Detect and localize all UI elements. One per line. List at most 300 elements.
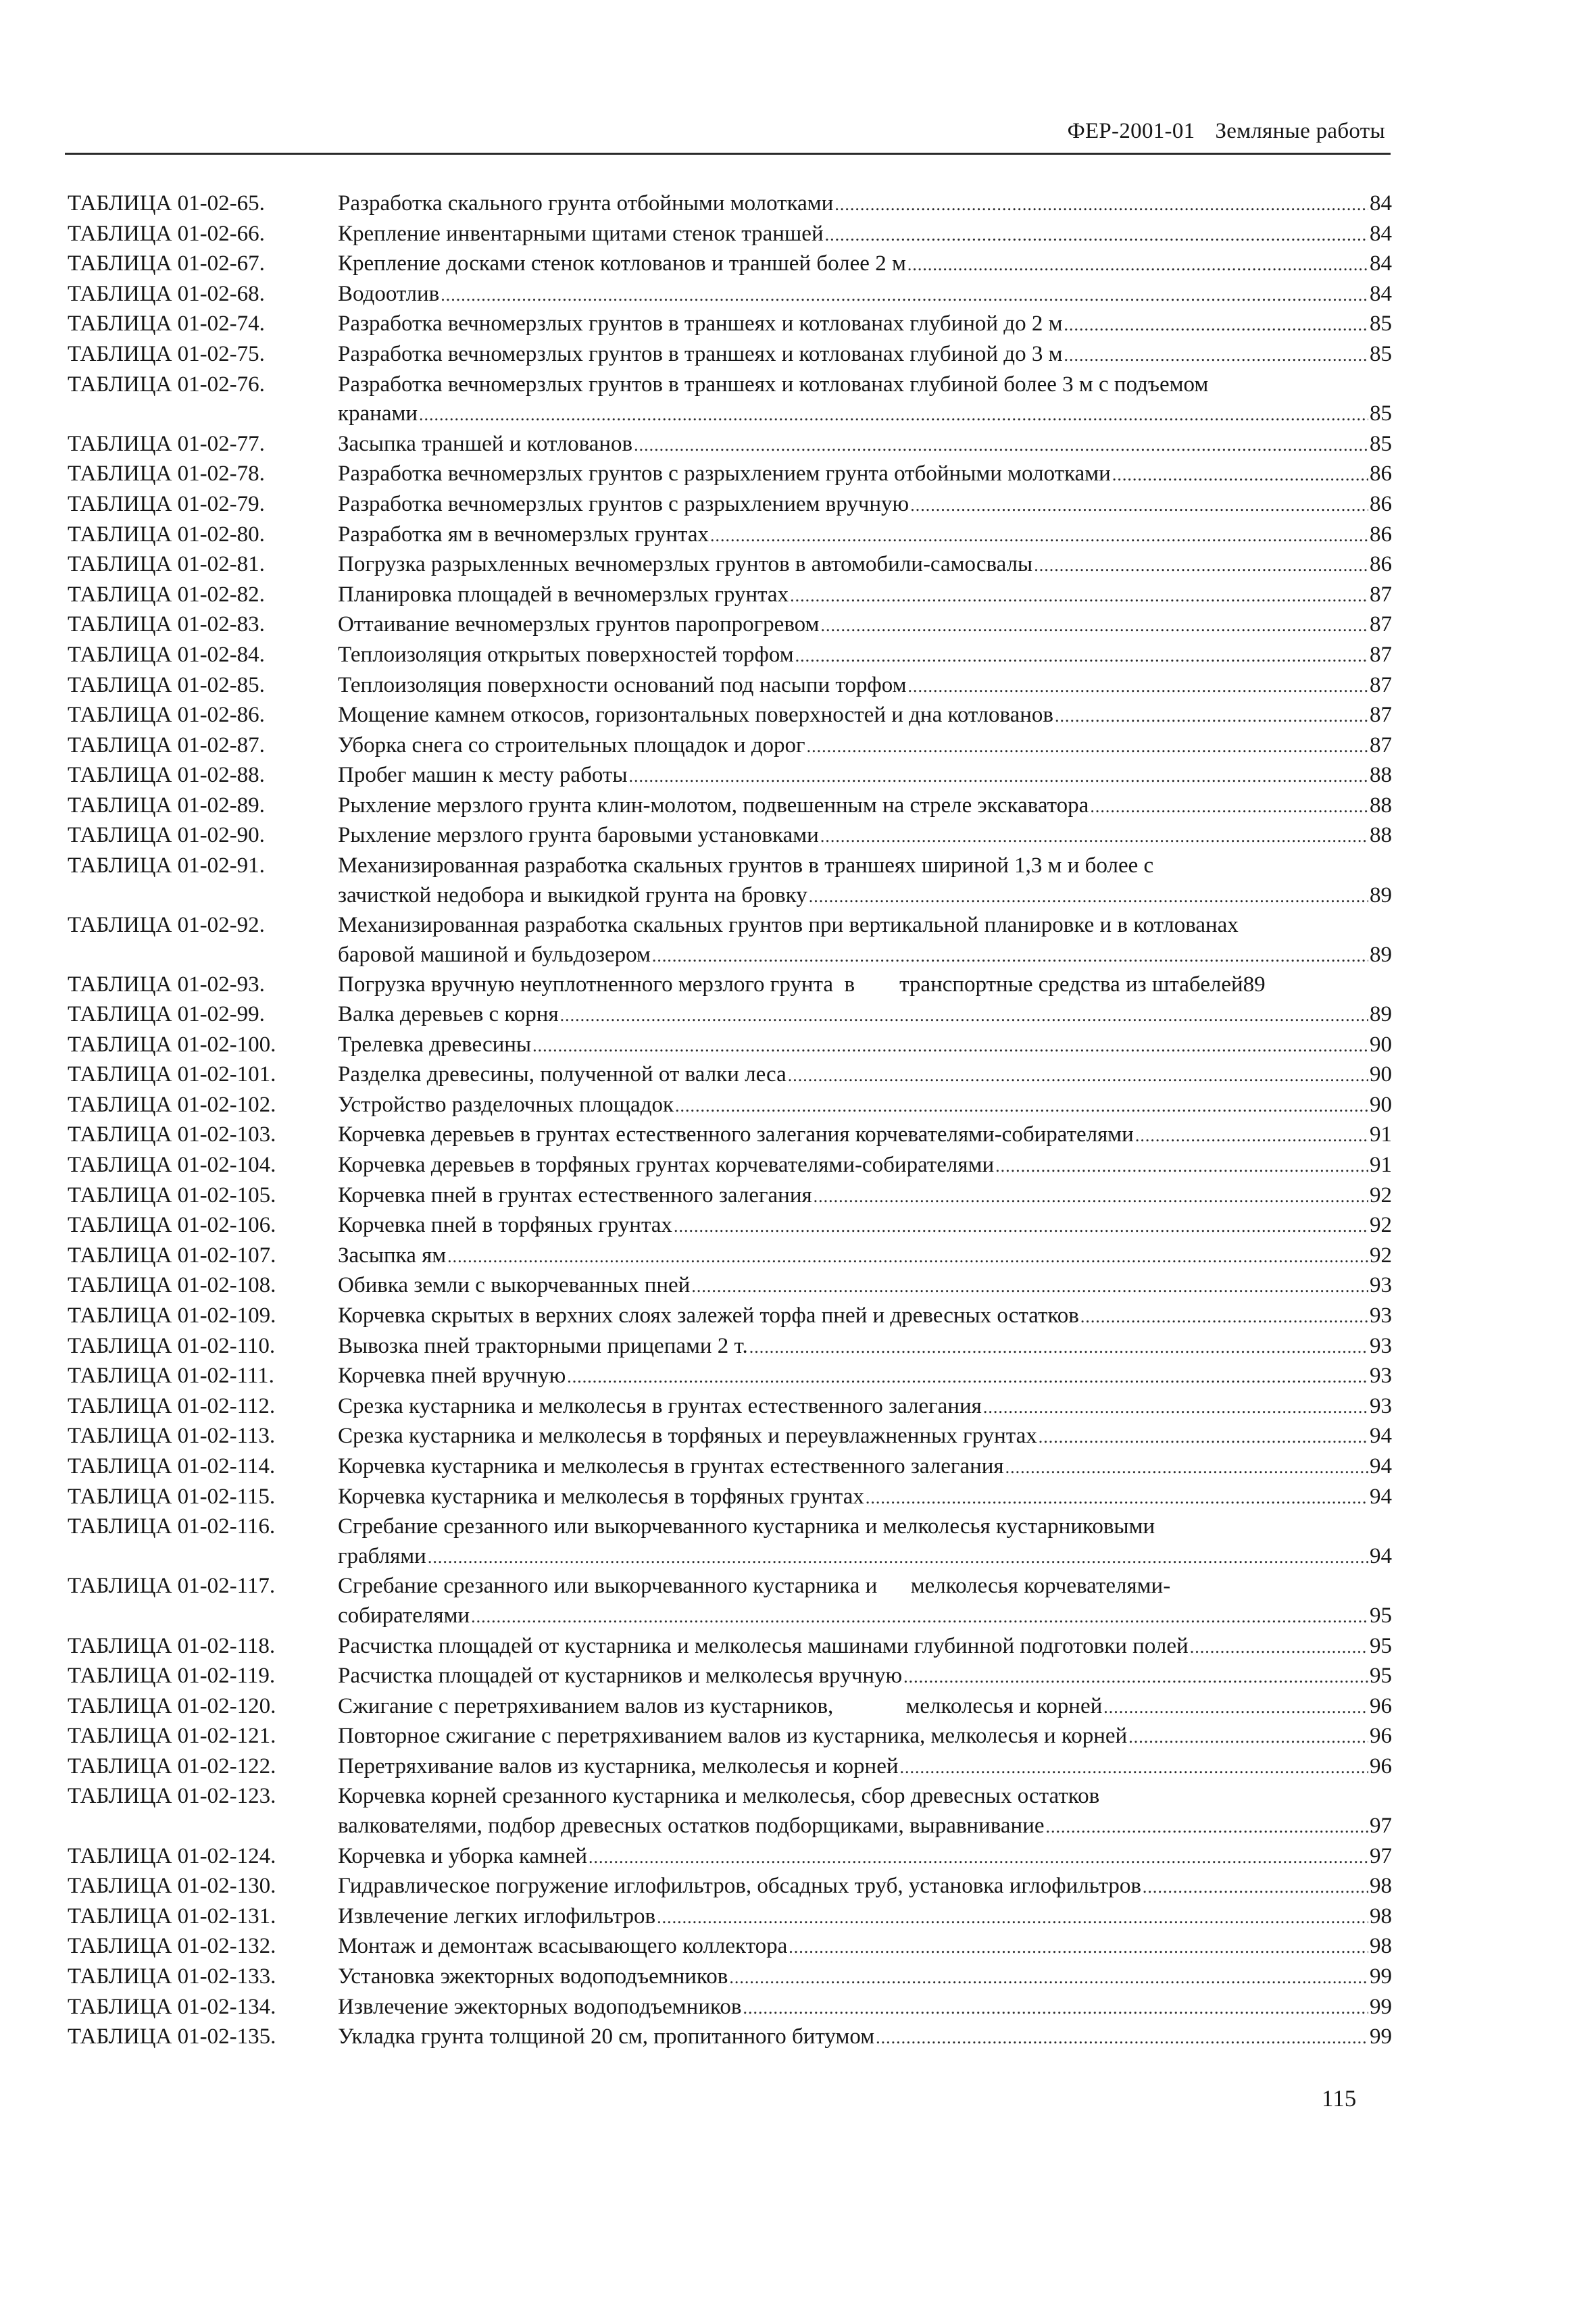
toc-entry-label: ТАБЛИЦА 01-02-120. bbox=[68, 1693, 276, 1718]
dot-leader bbox=[809, 882, 1368, 912]
toc-entry bbox=[68, 520, 1392, 551]
toc-entry-page: 84 bbox=[1370, 191, 1392, 216]
toc-entry-line bbox=[338, 1572, 1392, 1601]
toc-entry-page: 90 bbox=[1370, 1092, 1392, 1117]
dot-leader bbox=[691, 1272, 1368, 1301]
toc-entry-text: Уборка снега со строительных площадок и дорог bbox=[338, 732, 805, 757]
toc-entry-title bbox=[338, 851, 1392, 911]
toc-entry-text: Погрузка разрыхленных вечномерзлых грунтов в автомобили-самосвалы bbox=[338, 552, 1033, 577]
toc-entry-text: Сгребание срезанного или выкорчеванного кустарника и мелколесья корчевателями- bbox=[338, 1574, 1171, 1599]
toc-entry-label: ТАБЛИЦА 01-02-68. bbox=[68, 281, 265, 306]
toc-entry-label: ТАБЛИЦА 01-02-118. bbox=[68, 1633, 276, 1658]
toc-entry-text: Трелевка древесины bbox=[338, 1032, 532, 1057]
toc-entry-label: ТАБЛИЦА 01-02-115. bbox=[68, 1484, 276, 1509]
toc-entry-line bbox=[338, 1091, 1392, 1121]
toc-entry-label: ТАБЛИЦА 01-02-88. bbox=[68, 763, 265, 788]
toc-entry bbox=[68, 459, 1392, 490]
toc-entry-label: ТАБЛИЦА 01-02-130. bbox=[68, 1874, 276, 1899]
toc-entry-text: Мощение камнем откосов, горизонтальных поверхностей и дна котлованов bbox=[338, 703, 1054, 728]
toc-entry-line bbox=[338, 1692, 1392, 1722]
dot-leader bbox=[983, 1393, 1368, 1422]
toc-entry bbox=[68, 1632, 1392, 1662]
toc-entry-title bbox=[338, 249, 1392, 280]
dot-leader bbox=[910, 491, 1368, 520]
toc-entry-page: 92 bbox=[1370, 1243, 1392, 1268]
toc-entry-label: ТАБЛИЦА 01-02-131. bbox=[68, 1903, 276, 1928]
toc-entry-text: Крепление инвентарными щитами стенок траншей bbox=[338, 221, 824, 246]
toc-entry bbox=[68, 1452, 1392, 1483]
toc-entry bbox=[68, 1392, 1392, 1422]
toc-entry-line bbox=[338, 731, 1392, 762]
toc-entry-label: ТАБЛИЦА 01-02-106. bbox=[68, 1213, 276, 1238]
toc-entry-title bbox=[338, 1332, 1392, 1362]
toc-entry-label: ТАБЛИЦА 01-02-114. bbox=[68, 1453, 276, 1478]
toc-entry-page: 92 bbox=[1370, 1183, 1392, 1208]
toc-entry-line bbox=[338, 1030, 1392, 1061]
toc-entry-text: Теплоизоляция открытых поверхностей торфом bbox=[338, 642, 794, 667]
toc-entry bbox=[68, 610, 1392, 641]
toc-entry bbox=[68, 1902, 1392, 1933]
dot-leader bbox=[789, 1933, 1368, 1962]
dot-leader bbox=[629, 762, 1368, 791]
toc-entry-line bbox=[338, 761, 1392, 791]
toc-entry-line bbox=[338, 1662, 1392, 1692]
dot-leader bbox=[1112, 460, 1368, 490]
dot-leader bbox=[1135, 1121, 1368, 1151]
toc-entry-label: ТАБЛИЦА 01-02-89. bbox=[68, 793, 265, 818]
toc-entry bbox=[68, 1241, 1392, 1272]
dot-leader bbox=[866, 1483, 1368, 1513]
toc-entry bbox=[68, 911, 1392, 970]
toc-entry-label: ТАБЛИЦА 01-02-123. bbox=[68, 1784, 276, 1809]
toc-entry-title bbox=[338, 1842, 1392, 1872]
toc-entry-label: ТАБЛИЦА 01-02-85. bbox=[68, 672, 265, 697]
toc-entry bbox=[68, 580, 1392, 611]
toc-entry-title bbox=[338, 1632, 1392, 1662]
toc-entry-text: Устройство разделочных площадок bbox=[338, 1092, 674, 1117]
toc-entry-label: ТАБЛИЦА 01-02-100. bbox=[68, 1032, 276, 1057]
toc-entry-label: ТАБЛИЦА 01-02-103. bbox=[68, 1122, 276, 1147]
toc-entry-title bbox=[338, 1902, 1392, 1933]
toc-entry-text: Погрузка вручную неуплотненного мерзлого грунта в транспортные средства из штабелей bbox=[338, 972, 1243, 997]
toc-entry-text: Теплоизоляция поверхности оснований под насыпи торфом bbox=[338, 672, 907, 697]
dot-leader bbox=[657, 1903, 1368, 1933]
toc-entry-text: Рыхление мерзлого грунта баровыми установками bbox=[338, 823, 819, 848]
toc-entry-page: 95 bbox=[1370, 1633, 1392, 1658]
toc-entry bbox=[68, 430, 1392, 460]
toc-entry-title bbox=[338, 1120, 1392, 1151]
toc-entry-title bbox=[338, 1211, 1392, 1241]
toc-entry-line bbox=[338, 1151, 1392, 1181]
toc-entry-title bbox=[338, 791, 1392, 822]
toc-entry-line bbox=[338, 1601, 1392, 1632]
toc-entry-line bbox=[338, 490, 1392, 520]
toc-entry-text: Разработка вечномерзлых грунтов в траншеях и котлованах глубиной до 2 м bbox=[338, 312, 1063, 337]
toc-entry-label: ТАБЛИЦА 01-02-110. bbox=[68, 1333, 276, 1358]
toc-entry-label: ТАБЛИЦА 01-02-133. bbox=[68, 1964, 276, 1989]
toc-entry-label: ТАБЛИЦА 01-02-132. bbox=[68, 1934, 276, 1959]
dot-leader bbox=[675, 1091, 1368, 1121]
toc-entry-line bbox=[338, 941, 1392, 971]
toc-entry bbox=[68, 1872, 1392, 1902]
toc-entry-page: 97 bbox=[1370, 1843, 1392, 1868]
toc-entry bbox=[68, 1332, 1392, 1362]
toc-entry-page: 88 bbox=[1370, 763, 1392, 788]
dot-leader bbox=[441, 280, 1368, 310]
toc-entry-line bbox=[338, 1782, 1392, 1812]
dot-leader bbox=[1090, 792, 1368, 822]
toc-entry bbox=[68, 851, 1392, 911]
toc-entry-line bbox=[338, 189, 1392, 220]
toc-entry-title bbox=[338, 1362, 1392, 1392]
toc-entry-title bbox=[338, 1060, 1392, 1091]
header-title: Земляные работы bbox=[1215, 119, 1385, 143]
toc-entry bbox=[68, 761, 1392, 791]
dot-leader bbox=[1055, 701, 1368, 731]
toc-entry-line bbox=[338, 1271, 1392, 1301]
toc-entry-title bbox=[338, 1782, 1392, 1841]
dot-leader bbox=[743, 1993, 1368, 2023]
toc-entry-page: 99 bbox=[1370, 1994, 1392, 2019]
toc-entry-page: 98 bbox=[1370, 1934, 1392, 1959]
toc-entry-label: ТАБЛИЦА 01-02-102. bbox=[68, 1092, 276, 1117]
toc-entry-page: 93 bbox=[1370, 1393, 1392, 1418]
toc-entry-page: 93 bbox=[1370, 1364, 1392, 1389]
dot-leader bbox=[834, 190, 1368, 220]
toc-entry-label: ТАБЛИЦА 01-02-81. bbox=[68, 552, 265, 577]
dot-leader bbox=[907, 250, 1368, 280]
toc-entry-label: ТАБЛИЦА 01-02-78. bbox=[68, 462, 265, 487]
toc-entry-title bbox=[338, 821, 1392, 851]
toc-entry-label: ТАБЛИЦА 01-02-124. bbox=[68, 1843, 276, 1868]
toc-entry-label: ТАБЛИЦА 01-02-75. bbox=[68, 341, 265, 366]
toc-entry-title bbox=[338, 701, 1392, 731]
toc-entry-page: 86 bbox=[1370, 552, 1392, 577]
running-header bbox=[65, 114, 1391, 155]
toc-entry-text: зачисткой недобора и выкидкой грунта на бровку bbox=[338, 882, 807, 907]
toc-entry-page: 91 bbox=[1370, 1122, 1392, 1147]
dot-leader bbox=[795, 641, 1368, 671]
toc-entry-line bbox=[338, 1842, 1392, 1872]
toc-entry-text: Повторное сжигание с перетряхиванием валов из кустарника, мелколесья и корней bbox=[338, 1724, 1128, 1749]
toc-entry bbox=[68, 280, 1392, 310]
toc-entry-label: ТАБЛИЦА 01-02-90. bbox=[68, 823, 265, 848]
toc-entry-text: Засыпка ям bbox=[338, 1243, 447, 1268]
table-of-contents bbox=[68, 189, 1392, 2053]
toc-entry bbox=[68, 309, 1392, 340]
toc-entry-label: ТАБЛИЦА 01-02-111. bbox=[68, 1364, 274, 1389]
toc-entry-text: кранами bbox=[338, 401, 418, 426]
dot-leader bbox=[532, 1031, 1368, 1061]
toc-entry-title bbox=[338, 1181, 1392, 1212]
toc-entry-page: 86 bbox=[1370, 522, 1392, 547]
toc-entry-label: ТАБЛИЦА 01-02-113. bbox=[68, 1424, 276, 1449]
toc-entry-page: 85 bbox=[1370, 312, 1392, 337]
toc-entry-line bbox=[338, 1483, 1392, 1513]
dot-leader bbox=[634, 430, 1368, 460]
toc-entry-title bbox=[338, 1993, 1392, 2023]
toc-entry-label: ТАБЛИЦА 01-02-105. bbox=[68, 1183, 276, 1208]
toc-entry-page: 84 bbox=[1370, 281, 1392, 306]
toc-entry-title bbox=[338, 1962, 1392, 1993]
toc-entry-line bbox=[338, 1241, 1392, 1272]
dot-leader bbox=[788, 1061, 1368, 1091]
toc-entry-title bbox=[338, 1752, 1392, 1783]
toc-entry bbox=[68, 701, 1392, 731]
toc-entry-page: 85 bbox=[1370, 431, 1392, 456]
toc-entry-title bbox=[338, 189, 1392, 220]
toc-entry-text: Монтаж и демонтаж всасывающего коллектора bbox=[338, 1934, 788, 1959]
toc-entry-page: 94 bbox=[1370, 1484, 1392, 1509]
header-text bbox=[1068, 119, 1385, 144]
toc-entry bbox=[68, 1211, 1392, 1241]
toc-entry-text: собирателями bbox=[338, 1603, 470, 1628]
toc-entry bbox=[68, 1722, 1392, 1752]
toc-entry-line bbox=[338, 1211, 1392, 1241]
toc-entry-page: 87 bbox=[1370, 582, 1392, 607]
toc-entry-page: 87 bbox=[1370, 703, 1392, 728]
toc-entry-page: 90 bbox=[1370, 1032, 1392, 1057]
dot-leader bbox=[560, 1001, 1368, 1030]
toc-entry-page: 98 bbox=[1370, 1903, 1392, 1928]
toc-entry-line bbox=[338, 1542, 1392, 1572]
dot-leader bbox=[900, 1753, 1368, 1783]
dot-leader bbox=[1190, 1633, 1368, 1662]
toc-entry-title bbox=[338, 550, 1392, 580]
toc-entry bbox=[68, 791, 1392, 822]
toc-entry bbox=[68, 671, 1392, 701]
toc-entry-text: Разработка вечномерзлых грунтов в траншеях и котлованах глубиной более 3 м с подъемом bbox=[338, 372, 1209, 397]
toc-entry-text: Разделка древесины, полученной от валки леса bbox=[338, 1062, 787, 1087]
toc-entry-label: ТАБЛИЦА 01-02-80. bbox=[68, 522, 265, 547]
toc-entry-label: ТАБЛИЦА 01-02-119. bbox=[68, 1664, 276, 1689]
toc-entry-label: ТАБЛИЦА 01-02-92. bbox=[68, 913, 265, 938]
toc-entry-title bbox=[338, 610, 1392, 641]
toc-entry-label: ТАБЛИЦА 01-02-109. bbox=[68, 1303, 276, 1328]
dot-leader bbox=[419, 400, 1368, 430]
toc-entry-title bbox=[338, 280, 1392, 310]
toc-entry-line bbox=[338, 580, 1392, 611]
toc-entry-label: ТАБЛИЦА 01-02-91. bbox=[68, 853, 265, 878]
dot-leader bbox=[820, 611, 1368, 641]
toc-entry-line bbox=[338, 970, 1392, 1000]
toc-entry-text: Разработка скального грунта отбойными молотками bbox=[338, 191, 834, 216]
toc-entry-line bbox=[338, 610, 1392, 641]
toc-entry-line bbox=[338, 459, 1392, 490]
toc-entry bbox=[68, 1422, 1392, 1452]
toc-entry bbox=[68, 1842, 1392, 1872]
toc-entry-title bbox=[338, 1422, 1392, 1452]
toc-entry-line bbox=[338, 1962, 1392, 1993]
toc-entry-line bbox=[338, 911, 1392, 941]
toc-entry-title bbox=[338, 970, 1392, 1000]
toc-entry-text: Крепление досками стенок котлованов и траншей более 2 м bbox=[338, 251, 906, 276]
toc-entry-text: Корчевка пней вручную bbox=[338, 1364, 566, 1389]
toc-entry-text: Пробег машин к месту работы bbox=[338, 763, 628, 788]
toc-entry-line bbox=[338, 340, 1392, 370]
toc-entry-label: ТАБЛИЦА 01-02-87. bbox=[68, 732, 265, 757]
toc-entry bbox=[68, 970, 1392, 1000]
toc-entry-page: 99 bbox=[1370, 2024, 1392, 2049]
dot-leader bbox=[1046, 1812, 1368, 1842]
toc-entry bbox=[68, 1060, 1392, 1091]
toc-entry-text: Корчевка и уборка камней bbox=[338, 1843, 588, 1868]
dot-leader bbox=[589, 1843, 1368, 1872]
toc-entry-line bbox=[338, 220, 1392, 250]
toc-entry-title bbox=[338, 911, 1392, 970]
toc-entry bbox=[68, 1993, 1392, 2023]
dot-leader bbox=[1143, 1872, 1368, 1902]
toc-entry-text: Корчевка деревьев в торфяных грунтах корчевателями-собирателями bbox=[338, 1153, 995, 1177]
toc-entry-text: Корчевка пней в грунтах естественного залегания bbox=[338, 1183, 812, 1208]
dot-leader bbox=[903, 1662, 1368, 1692]
toc-entry-text: Срезка кустарника и мелколесья в торфяных и переувлажненных грунтах bbox=[338, 1424, 1037, 1449]
toc-entry-label: ТАБЛИЦА 01-02-107. bbox=[68, 1243, 276, 1268]
toc-entry-text: Укладка грунта толщиной 20 см, пропитанного битумом bbox=[338, 2024, 875, 2049]
toc-entry-page: 86 bbox=[1370, 462, 1392, 487]
toc-entry-line bbox=[338, 1060, 1392, 1091]
toc-entry-title bbox=[338, 1000, 1392, 1030]
toc-entry-page: 87 bbox=[1370, 612, 1392, 637]
toc-entry-page: 93 bbox=[1370, 1273, 1392, 1298]
toc-entry-line bbox=[338, 309, 1392, 340]
toc-entry-page: 84 bbox=[1370, 221, 1392, 246]
toc-entry-page: 96 bbox=[1370, 1693, 1392, 1718]
dot-leader bbox=[1103, 1693, 1368, 1722]
toc-entry-page: 86 bbox=[1370, 491, 1392, 516]
toc-entry-line bbox=[338, 1512, 1392, 1542]
toc-entry-page: 85 bbox=[1370, 401, 1392, 426]
toc-entry-label: ТАБЛИЦА 01-02-117. bbox=[68, 1574, 276, 1599]
toc-entry-label: ТАБЛИЦА 01-02-134. bbox=[68, 1994, 276, 2019]
toc-entry bbox=[68, 550, 1392, 580]
toc-entry bbox=[68, 1000, 1392, 1030]
toc-entry-line bbox=[338, 1392, 1392, 1422]
toc-entry-page: 88 bbox=[1370, 793, 1392, 818]
toc-entry-page: 94 bbox=[1370, 1424, 1392, 1449]
toc-entry-page: 93 bbox=[1370, 1303, 1392, 1328]
toc-entry bbox=[68, 2022, 1392, 2053]
toc-entry-label: ТАБЛИЦА 01-02-79. bbox=[68, 491, 265, 516]
dot-leader bbox=[729, 1963, 1368, 1993]
toc-entry-line bbox=[338, 701, 1392, 731]
toc-entry-text: Корчевка деревьев в грунтах естественного залегания корчевателями-собирателями bbox=[338, 1122, 1134, 1147]
toc-entry-line bbox=[338, 791, 1392, 822]
toc-entry-page: 96 bbox=[1370, 1753, 1392, 1778]
toc-entry-line bbox=[338, 1120, 1392, 1151]
toc-entry bbox=[68, 1962, 1392, 1993]
toc-entry-line bbox=[338, 1332, 1392, 1362]
toc-entry-text: Расчистка площадей от кустарника и мелколесья машинами глубинной подготовки полей bbox=[338, 1633, 1189, 1658]
toc-entry-title bbox=[338, 490, 1392, 520]
toc-entry bbox=[68, 641, 1392, 671]
toc-entry-text: Сжигание с перетряхиванием валов из кустарников, мелколесья и корней bbox=[338, 1693, 1103, 1718]
dot-leader bbox=[567, 1362, 1368, 1392]
toc-entry bbox=[68, 1662, 1392, 1692]
toc-entry-line bbox=[338, 2022, 1392, 2053]
dot-leader bbox=[825, 220, 1368, 250]
toc-entry-text: Корчевка корней срезанного кустарника и мелколесья, сбор древесных остатков bbox=[338, 1784, 1100, 1809]
toc-entry-text: Механизированная разработка скальных грунтов в траншеях шириной 1,3 м и более с bbox=[338, 853, 1154, 878]
toc-entry-title bbox=[338, 731, 1392, 762]
toc-entry-page: 87 bbox=[1370, 642, 1392, 667]
toc-entry-title bbox=[338, 459, 1392, 490]
toc-entry bbox=[68, 1782, 1392, 1841]
toc-entry-text: Извлечение легких иглофильтров bbox=[338, 1903, 656, 1928]
toc-entry-title bbox=[338, 1392, 1392, 1422]
toc-entry bbox=[68, 1091, 1392, 1121]
toc-entry-page: 97 bbox=[1370, 1814, 1392, 1839]
toc-entry-page: 89 bbox=[1243, 972, 1266, 997]
toc-entry-label: ТАБЛИЦА 01-02-76. bbox=[68, 372, 265, 397]
toc-entry-title bbox=[338, 1452, 1392, 1483]
toc-entry-label: ТАБЛИЦА 01-02-77. bbox=[68, 431, 265, 456]
toc-entry-line bbox=[338, 1993, 1392, 2023]
toc-entry bbox=[68, 189, 1392, 220]
toc-entry-text: Рыхление мерзлого грунта клин-молотом, подвешенным на стреле экскаватора bbox=[338, 793, 1089, 818]
toc-entry-line bbox=[338, 550, 1392, 580]
toc-entry-title bbox=[338, 340, 1392, 370]
toc-entry-line bbox=[338, 370, 1392, 400]
toc-entry-line bbox=[338, 821, 1392, 851]
dot-leader bbox=[814, 1182, 1368, 1212]
toc-entry-label: ТАБЛИЦА 01-02-101. bbox=[68, 1062, 276, 1087]
dot-leader bbox=[995, 1151, 1368, 1181]
toc-entry-label: ТАБЛИЦА 01-02-66. bbox=[68, 221, 265, 246]
toc-entry-page: 84 bbox=[1370, 251, 1392, 276]
toc-entry-text: валкователями, подбор древесных остатков подборщиками, выравнивание bbox=[338, 1814, 1045, 1839]
toc-entry bbox=[68, 1572, 1392, 1631]
toc-entry-line bbox=[338, 1902, 1392, 1933]
toc-entry-line bbox=[338, 280, 1392, 310]
toc-entry-text: Водоотлив bbox=[338, 281, 440, 306]
toc-entry-page: 89 bbox=[1370, 882, 1392, 907]
toc-entry-text: Механизированная разработка скальных грунтов при вертикальной планировке и в котлованах bbox=[338, 913, 1239, 938]
toc-entry-text: Установка эжекторных водоподъемников bbox=[338, 1964, 728, 1989]
dot-leader bbox=[908, 672, 1368, 701]
toc-entry-title bbox=[338, 2022, 1392, 2053]
dot-leader bbox=[674, 1212, 1368, 1241]
toc-entry-text: Валка деревьев с корня bbox=[338, 1002, 559, 1027]
toc-entry-page: 99 bbox=[1370, 1964, 1392, 1989]
toc-entry-line bbox=[338, 1422, 1392, 1452]
toc-entry-label: ТАБЛИЦА 01-02-86. bbox=[68, 703, 265, 728]
toc-entry-label: ТАБЛИЦА 01-02-108. bbox=[68, 1273, 276, 1298]
toc-entry-label: ТАБЛИЦА 01-02-121. bbox=[68, 1724, 276, 1749]
toc-entry-title bbox=[338, 641, 1392, 671]
toc-entry bbox=[68, 340, 1392, 370]
toc-entry-line bbox=[338, 671, 1392, 701]
toc-entry-title bbox=[338, 1091, 1392, 1121]
toc-entry-label: ТАБЛИЦА 01-02-135. bbox=[68, 2024, 276, 2049]
toc-entry bbox=[68, 1512, 1392, 1572]
toc-entry-title bbox=[338, 1512, 1392, 1572]
dot-leader bbox=[1034, 551, 1368, 580]
toc-entry-text: Разработка вечномерзлых грунтов в траншеях и котлованах глубиной до 3 м bbox=[338, 341, 1063, 366]
toc-entry-text: Корчевка пней в торфяных грунтах bbox=[338, 1213, 672, 1238]
dot-leader bbox=[710, 521, 1368, 551]
toc-entry bbox=[68, 1151, 1392, 1181]
toc-entry-line bbox=[338, 249, 1392, 280]
toc-entry-title bbox=[338, 671, 1392, 701]
toc-entry-line bbox=[338, 1452, 1392, 1483]
dot-leader bbox=[428, 1543, 1368, 1572]
dot-leader bbox=[652, 941, 1368, 971]
toc-entry-title bbox=[338, 1692, 1392, 1722]
page-number: 115 bbox=[1322, 2085, 1357, 2112]
toc-entry-text: Разработка ям в вечномерзлых грунтах bbox=[338, 522, 709, 547]
toc-entry-label: ТАБЛИЦА 01-02-99. bbox=[68, 1002, 265, 1027]
